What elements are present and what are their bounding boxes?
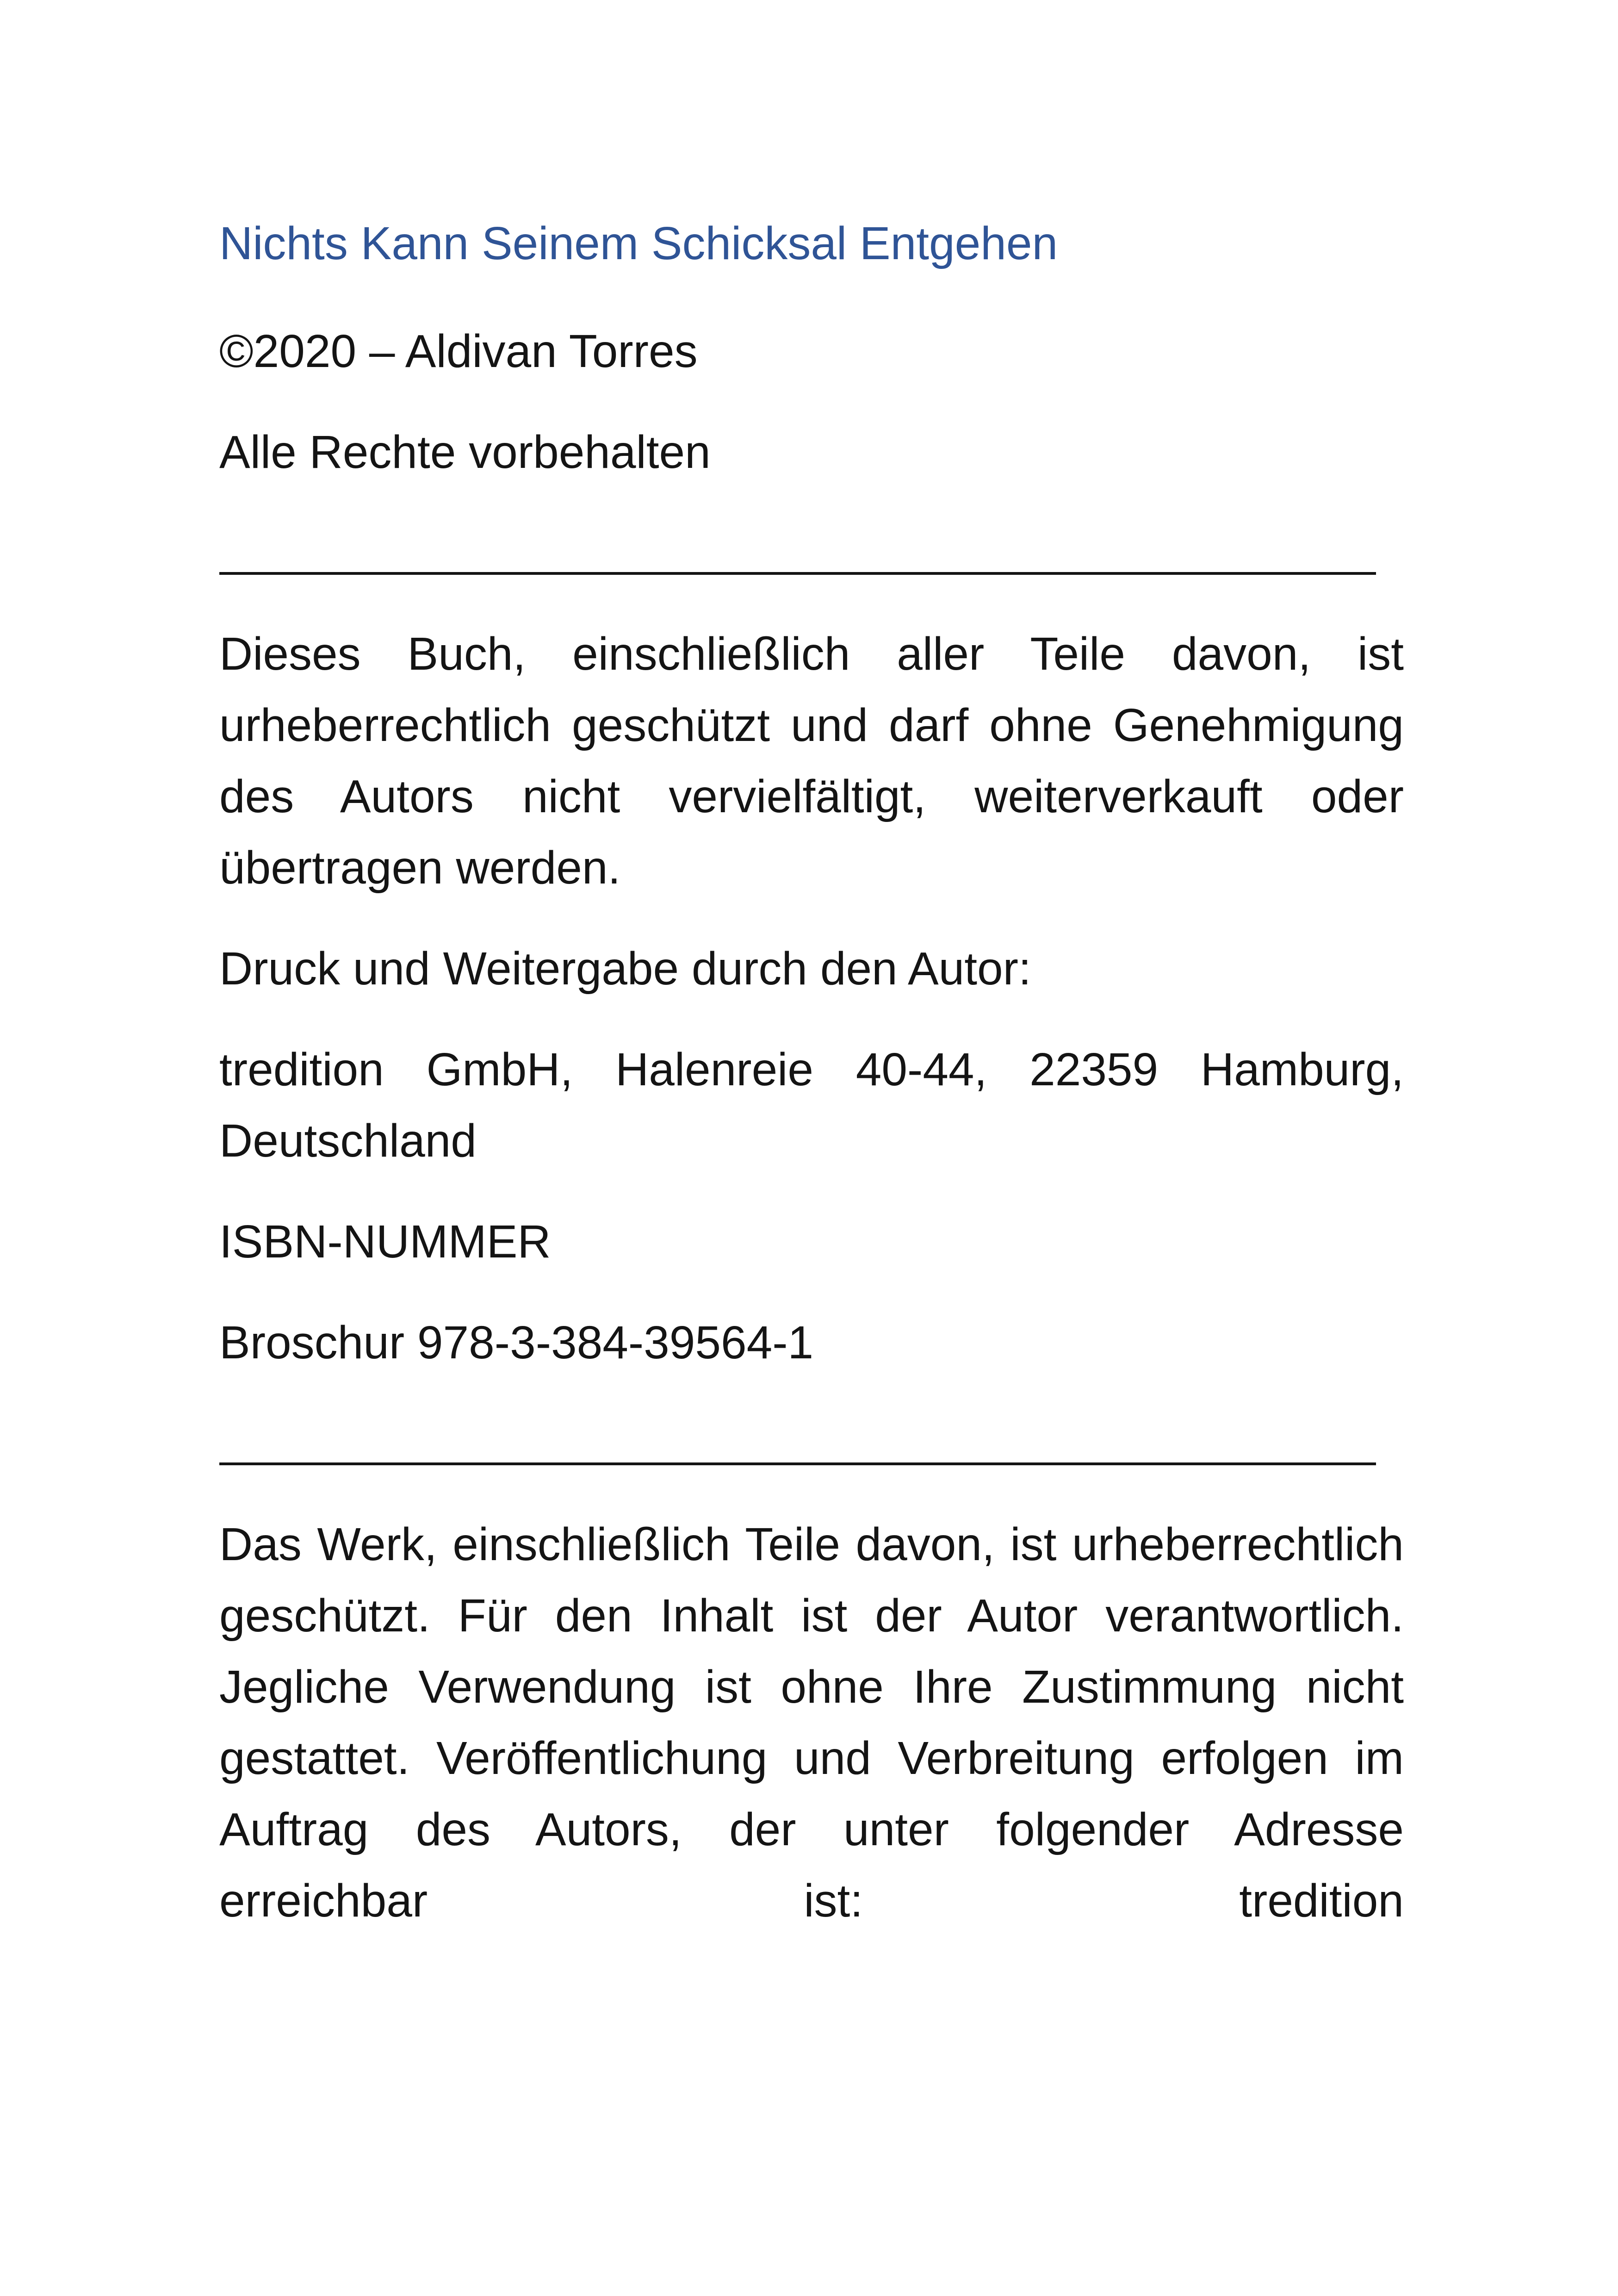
- book-title: Nichts Kann Seinem Schicksal Entgehen: [219, 218, 1058, 269]
- copyright-notice-paragraph: Dieses Buch, einschließlich aller Teile davon, ist urheberrechtlich geschützt und darf ohne Genehmigung des Autors nicht vervielfältigt, weiterverkauft oder übertragen werden.: [219, 628, 1404, 894]
- copyright-line: ©2020 – Aldivan Torres: [219, 325, 698, 377]
- publisher-address: tredition GmbH, Halenreie 40-44, 22359 Hamburg, Deutschland: [219, 1044, 1404, 1167]
- rights-reserved-line: Alle Rechte vorbehalten: [219, 426, 711, 478]
- separator-line: [219, 1462, 1376, 1465]
- isbn-label: ISBN-NUMMER: [219, 1216, 551, 1268]
- separator-line: [219, 572, 1376, 575]
- isbn-value: Broschur 978-3-384-39564-1: [219, 1317, 814, 1369]
- separator-rule-top: [219, 517, 1404, 589]
- legal-notice-paragraph: Das Werk, einschließlich Teile davon, ist urheberrechtlich geschützt. Für den Inhalt ist der Autor verantwortlich. Jegliche Verwendung ist ohne Ihre Zustimmung nicht gestattet. Veröffentlichung und Verbreitung erfolgen im Auftrag des Autors, der unter folgender Adresse erreichbar ist: tredition: [219, 1518, 1404, 1927]
- separator-rule-bottom: [219, 1408, 1404, 1479]
- printing-label: Druck und Weitergabe durch den Autor:: [219, 943, 1031, 995]
- page-content: [219, 216, 1404, 1966]
